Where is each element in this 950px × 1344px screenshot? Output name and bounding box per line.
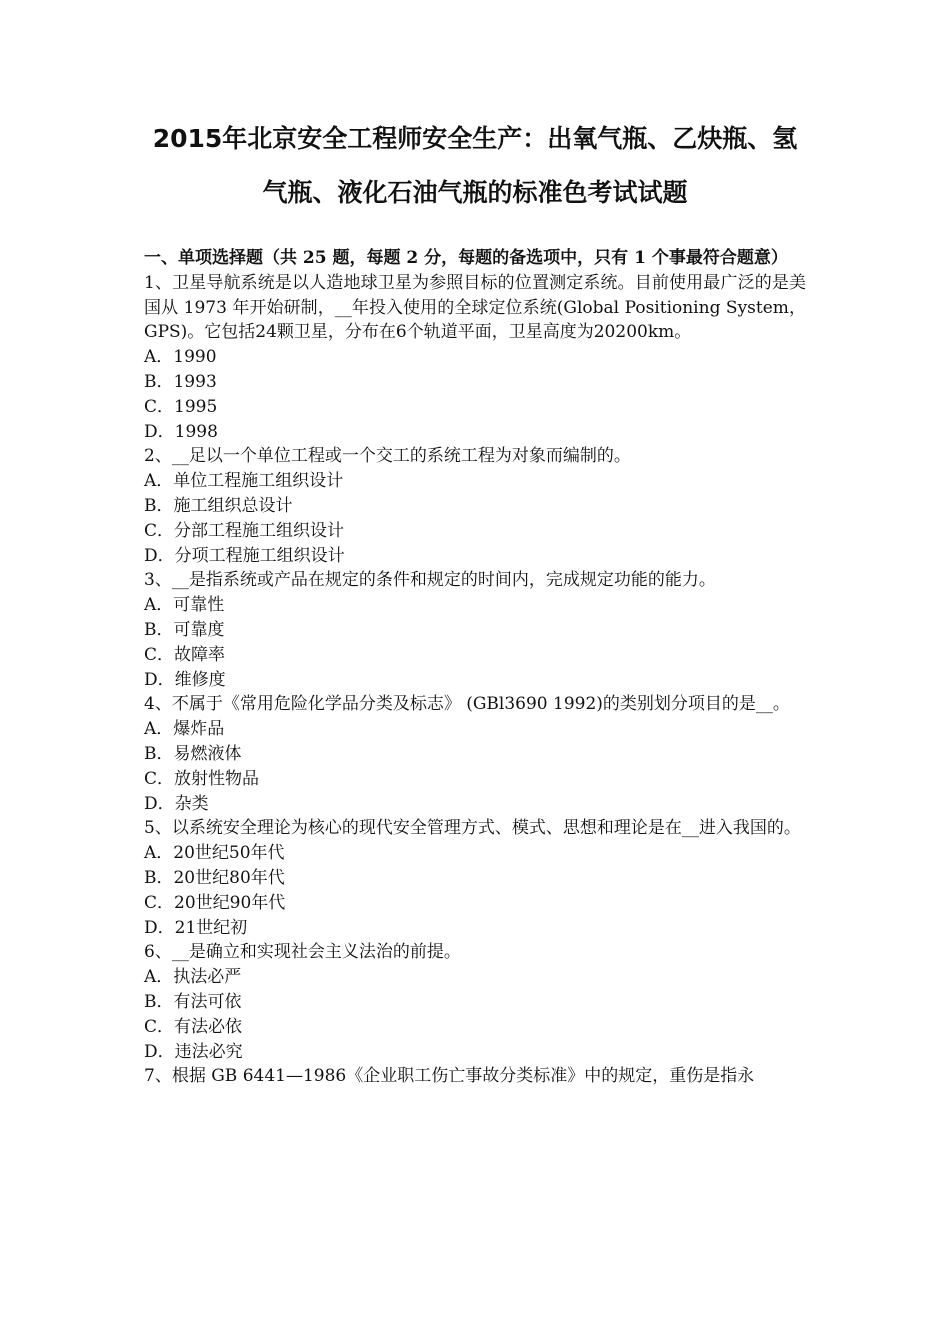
option-d: D．分项工程施工组织设计: [144, 545, 345, 566]
option-c: C．故障率: [144, 644, 226, 665]
document-body: [144, 246, 806, 1089]
option-c: C．分部工程施工组织设计: [144, 520, 345, 541]
question-text: 4、不属于《常用危险化学品分类及标志》 (GBl3690 1992)的类别划分项目的是__。: [144, 694, 790, 715]
option-a: A．单位工程施工组织设计: [144, 471, 344, 492]
question-text: 2、__足以一个单位工程或一个交工的系统工程为对象而编制的。: [144, 446, 631, 467]
option-b: B．1993: [144, 371, 217, 392]
question-1: [144, 271, 806, 445]
option-d: D．21世纪初: [144, 917, 248, 938]
option-c: C．20世纪90年代: [144, 892, 286, 913]
question-text: 6、__是确立和实现社会主义法治的前提。: [144, 942, 461, 963]
question-text: 3、__是指系统或产品在规定的条件和规定的时间内，完成规定功能的能力。: [144, 570, 716, 591]
option-b: B．有法可依: [144, 991, 242, 1012]
option-d: D．违法必究: [144, 1041, 243, 1062]
title-line-1: 2015年北京安全工程师安全生产：出氧气瓶、乙炔瓶、氢: [152, 124, 798, 153]
option-a: A．执法必严: [144, 967, 242, 988]
section-heading: 一、单项选择题（共 25 题，每题 2 分，每题的备选项中，只有 1 个事最符合题意）: [144, 248, 788, 268]
option-d: D．维修度: [144, 669, 226, 690]
question-5: [144, 816, 806, 940]
option-a: A．1990: [144, 347, 217, 368]
question-text: 1、卫星导航系统是以人造地球卫星为参照目标的位置测定系统。目前使用最广泛的是美国从 1973 年开始研制，__年投入使用的全球定位系统(Global Positioning System，GPS)。它包括24颗卫星，分布在6个轨道平面，卫星高度为20200km。: [144, 272, 806, 343]
option-b: B．20世纪80年代: [144, 867, 285, 888]
document-title: [120, 112, 830, 220]
option-b: B．施工组织总设计: [144, 495, 293, 516]
option-b: B．可靠度: [144, 619, 225, 640]
option-a: A．可靠性: [144, 595, 225, 616]
question-6: [144, 940, 806, 1064]
question-7: [144, 1064, 806, 1089]
option-d: D．1998: [144, 421, 218, 442]
option-a: A．爆炸品: [144, 719, 225, 740]
option-c: C．放射性物品: [144, 768, 260, 789]
question-text: 7、根据 GB 6441—1986《企业职工伤亡事故分类标准》中的规定，重伤是指永: [144, 1066, 755, 1087]
question-text: 5、以系统安全理论为核心的现代安全管理方式、模式、思想和理论是在__进入我国的。: [144, 818, 801, 839]
option-a: A．20世纪50年代: [144, 843, 285, 864]
question-3: [144, 568, 806, 692]
option-c: C．1995: [144, 396, 218, 417]
question-2: [144, 444, 806, 568]
title-line-2: 气瓶、液化石油气瓶的标准色考试试题: [262, 178, 688, 207]
option-b: B．易燃液体: [144, 743, 242, 764]
option-d: D．杂类: [144, 793, 209, 814]
question-4: [144, 692, 806, 816]
option-c: C．有法必依: [144, 1016, 243, 1037]
